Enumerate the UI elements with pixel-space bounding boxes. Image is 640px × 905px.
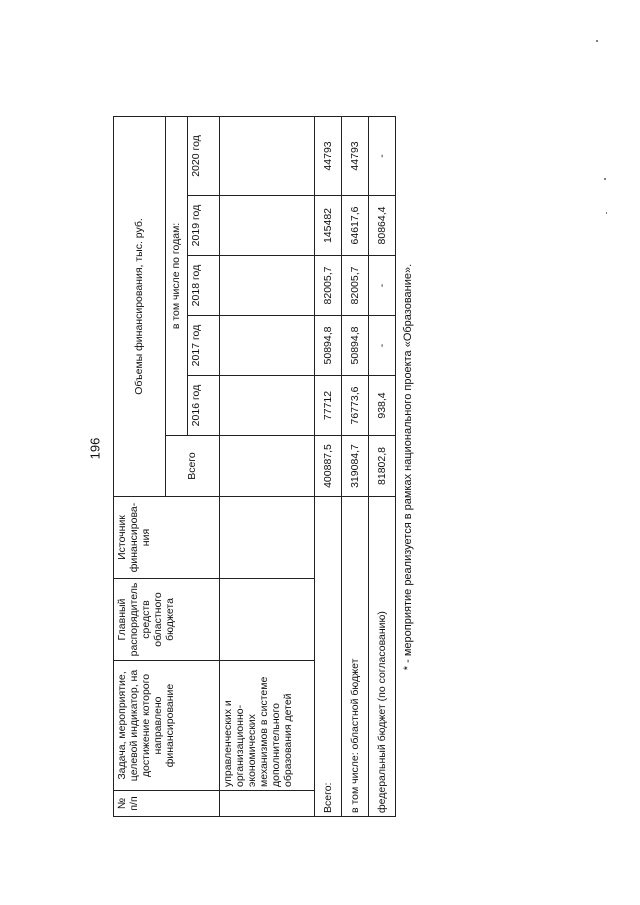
row-total: 319084,7 bbox=[342, 436, 369, 497]
row-2019: 80864,4 bbox=[369, 196, 396, 256]
row-label: в том числе: областной бюджет bbox=[342, 497, 369, 817]
table-row-total bbox=[315, 116, 342, 816]
header-year-2018: 2018 год bbox=[188, 256, 220, 316]
row-total: 81802,8 bbox=[369, 436, 396, 497]
financing-table bbox=[113, 116, 396, 817]
row-2016: 76773,6 bbox=[342, 376, 369, 436]
header-year-2016: 2016 год bbox=[188, 376, 220, 436]
row-2020: - bbox=[369, 116, 396, 195]
row-2018: 82005,7 bbox=[315, 256, 342, 316]
scan-speck bbox=[604, 178, 606, 180]
activity-description: управленческих и организационно-экономических механизмов в системе дополнительного образования детей bbox=[220, 661, 315, 791]
activity-row bbox=[220, 116, 315, 816]
row-2018: - bbox=[369, 256, 396, 316]
activity-total-cell bbox=[220, 436, 315, 497]
row-2020: 44793 bbox=[315, 116, 342, 195]
row-2017: 50894,8 bbox=[315, 316, 342, 376]
row-2019: 64617,6 bbox=[342, 196, 369, 256]
footnote: * - мероприятие реализуется в рамках национального проекта «Образование». bbox=[402, 263, 414, 671]
row-2017: 50894,8 bbox=[342, 316, 369, 376]
activity-manager-cell bbox=[220, 579, 315, 661]
activity-2019-cell bbox=[220, 196, 315, 256]
row-2016: 938,4 bbox=[369, 376, 396, 436]
header-volumes: Объемы финансирования, тыс. руб. bbox=[114, 116, 166, 496]
row-2017: - bbox=[369, 316, 396, 376]
activity-2020-cell bbox=[220, 116, 315, 195]
header-task: Задача, мероприятие, целевой индикатор, на достижение которого направлено финансирование bbox=[114, 661, 220, 791]
header-total: Всего bbox=[166, 436, 220, 497]
row-2019: 145482 bbox=[315, 196, 342, 256]
row-2016: 77712 bbox=[315, 376, 342, 436]
page-number: 196 bbox=[87, 437, 103, 460]
table-row-regional bbox=[342, 116, 369, 816]
scan-speck bbox=[596, 40, 598, 42]
activity-2018-cell bbox=[220, 256, 315, 316]
header-year-2019: 2019 год bbox=[188, 196, 220, 256]
row-label: Всего: bbox=[315, 497, 342, 817]
row-label: федеральный бюджет (по согласованию) bbox=[369, 497, 396, 817]
activity-2016-cell bbox=[220, 376, 315, 436]
header-by-years: в том числе по годам: bbox=[166, 116, 188, 435]
header-year-2020: 2020 год bbox=[188, 116, 220, 195]
header-manager: Главный распорядитель средств областного бюджета bbox=[114, 579, 220, 661]
row-2020: 44793 bbox=[342, 116, 369, 195]
activity-number-cell bbox=[220, 791, 315, 817]
scan-speck bbox=[606, 212, 607, 214]
rotated-page-content bbox=[113, 117, 414, 817]
header-year-2017: 2017 год bbox=[188, 316, 220, 376]
activity-source-cell bbox=[220, 497, 315, 579]
activity-2017-cell bbox=[220, 316, 315, 376]
header-number: № п/п bbox=[114, 791, 220, 817]
header-source: Источник финансирова-ния bbox=[114, 497, 220, 579]
table-row-federal bbox=[369, 116, 396, 816]
row-2018: 82005,7 bbox=[342, 256, 369, 316]
row-total: 400887,5 bbox=[315, 436, 342, 497]
